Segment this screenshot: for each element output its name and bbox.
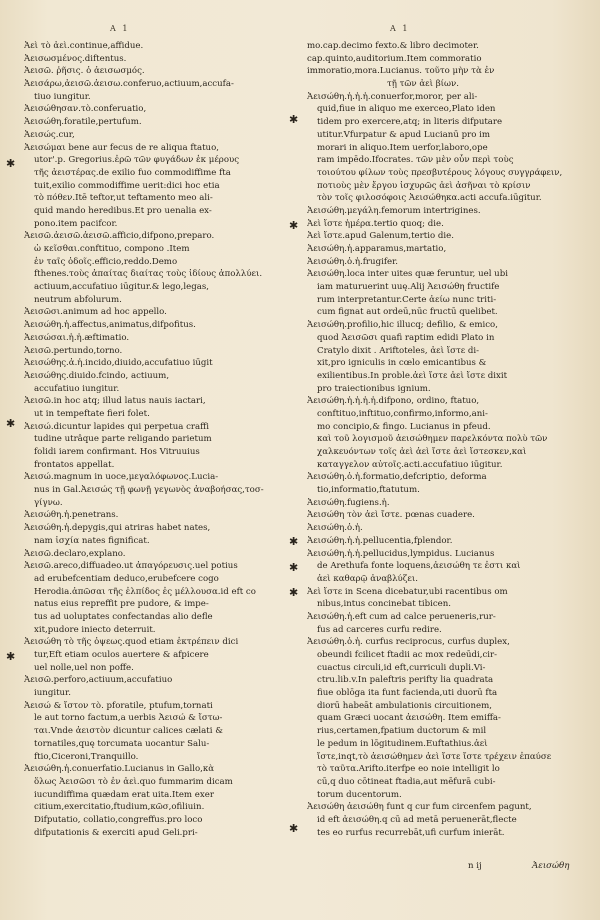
text-line: pono.item pacifcor. (34, 218, 118, 229)
text-line: rius,certamen,fpatium ductorum & mil (317, 726, 487, 737)
text-line: de Arethufa fonte loquens,ἀεισώθη τε ἐστι καὶ (317, 561, 521, 572)
text-line: Ἀεισώθη.ὁ.ἡ. curfus reciprocus, curfus duplex, (307, 637, 510, 648)
text-line: Ἀεισώθησαν.τὸ.conferuatio, (24, 104, 147, 115)
text-line: le pedum in lōgitudinem.Euftathius.ἀεὶ (317, 738, 488, 749)
text-line: γίγνω. (34, 497, 63, 508)
text-line: τὸ ταῦτα.Arifto.iterfpe eo noie intelligit lo (317, 764, 500, 775)
text-line: tio,informatio,ftatutum. (317, 485, 420, 496)
text-line: Ἀεισώμαι bene aur fecus de re aliqua ftatuo, (24, 142, 219, 153)
text-line: τοιούτου φίλων τοὺς πρεσβυτέρους λόγους συγγράφειν, (317, 167, 563, 178)
text-line: ad erubefcentiam deduco,erubefcere cogo (34, 573, 219, 584)
text-line: Difputatio, collatio,congreffus.pro loco (34, 814, 203, 825)
text-line: Ἀεισώθη τὸ τῆς ὀψεως.quod etiam ἐκτρέπειν dici (24, 637, 239, 648)
text-line: ut in tempeftate fieri folet. (34, 408, 150, 419)
text-line: conftituo,inftituo,confirmo,informo,ani- (317, 408, 488, 419)
margin-asterisk: ✱ (289, 822, 299, 835)
text-line: tuit,exilio commodiffime uerit:dici hoc etia (34, 180, 220, 191)
text-line: Herodia.ἀπῶσαι τῆς ἐλπίδος ἐς μέλλουσα.id eft co (34, 586, 256, 597)
text-line: diorū habeāt ambulationis circuitionem, (317, 700, 492, 711)
text-line: ftio,Ciceroni,Tranquillo. (34, 751, 139, 762)
text-line: quid,fiue in aliquo me exerceo,Plato iden (317, 104, 496, 115)
text-line: cum fignat aut ordeū,nūc fructū quelibet. (317, 307, 498, 318)
text-line: Ἀεισώθη.ἡ.penetrans. (24, 510, 119, 521)
text-line: τῇ τῶν ἀεὶ βίων. (387, 79, 460, 90)
text-line: Ἀεισώθη.ἡ.ἡ.ἡ.ἡ.difpono, ordino, ftatuo, (307, 396, 480, 407)
text-line: tidem pro exercere,atq; in literis difputare (317, 117, 503, 128)
text-line: tus ad uoluptates confectandas alio defle (34, 611, 213, 622)
text-line: mo.cap.decimo fexto.& libro decimoter. (307, 41, 479, 51)
text-line: Ἀεισῶ.areco,diffuadeo.ut ἀπαγόρευσις.uel potius (24, 561, 238, 572)
text-line: Ἀεισώθη.ἡ.eft cum ad calce perueneris,rur- (307, 611, 496, 622)
text-line: le aut torno factum,a uerbis Ἀεισώ & ἴστω- (34, 713, 223, 724)
margin-asterisk: ✱ (6, 417, 16, 430)
text-line: Ἀεισώθη.ὁ.ἡ.formatio,defcriptio, deforma (307, 472, 487, 483)
text-line: fus ad carceres curfu redire. (317, 624, 442, 635)
footer-signature: n ij (468, 861, 482, 871)
text-line: Ἀεὶ ἴστε.apud Galenum,tertio die. (307, 231, 454, 242)
text-line: obeundi fcilicet ftadii ac mox redeūdi,cir- (317, 650, 498, 660)
text-line: nus in Gal.Ἀεισώς τῇ φωνῇ γεγωνὸς ἀναβοήσας,τοσ- (34, 485, 264, 496)
text-line: ὡ κεῖσθαι.conftituo, compono .Item (34, 244, 190, 254)
margin-asterisk: ✱ (289, 586, 299, 599)
text-line: ται.Vnde ἀειστὸν dicuntur calices cælati & (34, 726, 223, 737)
text-line: τῆς ἀειστέρας.de exilio fuo commodiffime fta (34, 167, 231, 178)
text-line: fthenes.τοὺς ἀπαίτας διαίτας τοὺς ἰδίους ἀπολλύει. (34, 269, 263, 280)
margin-asterisk: ✱ (6, 157, 16, 170)
catchword: Ἀεισώθη (532, 861, 570, 871)
text-line: Ἀεισώθη.ἡ.depygis,qui atriras habet nates, (24, 523, 211, 534)
text-line: Ἀεισώσαι.ἡ.ἡ.æftimatio. (24, 332, 130, 343)
text-line: fiue oblōga ita funt facienda,uti duorū fta (317, 688, 498, 699)
text-line: torum ducentorum. (317, 789, 402, 800)
text-line: Ἀεισωσμένος.diftentus. (24, 53, 127, 64)
text-line: Ἀεισώθη.ἡ.ἡ.pellucentia,fplendor. (307, 535, 453, 546)
text-line: Ἀεισάρω,ἀεισῶ.ἁεισω.conferuo,actiuum,accufa- (24, 79, 234, 90)
text-line: cap.quinto,auditorium.Item commoratio (307, 53, 482, 64)
text-line: Ἀεισώθη.fugiens.ἡ. (307, 497, 390, 508)
text-line: Ἀεισώ.magnum in uoce,μεγαλόφωνος.Lucia- (24, 472, 219, 483)
signature-mark-right: A 1 (390, 24, 410, 33)
text-line: Ἀεισώθη.ὁ.ἡ.frugifer. (307, 256, 398, 267)
text-line: ἀεὶ καθαρῷ ἀναβλύζει. (317, 573, 418, 584)
text-line: quod Ἀεισῶσι quafi raptim edidi Plato in (317, 332, 495, 343)
text-line: καὶ τοῦ λογισμοῦ ἀεισώθημεν παρελκόντα πολὺ τῶν (317, 434, 548, 445)
text-line: iam maturuerint uuę.Alij Ἀεισώθη fructife (317, 282, 500, 293)
text-line: Ἀεὶ τὸ ἀεὶ.continue,affidue. (24, 41, 144, 51)
text-line: Ἀεισώθη.foratile,pertufum. (24, 117, 142, 128)
text-line: ctru.lib.v.In paleftris perifty lia quadrata (317, 675, 494, 686)
text-line: natus eius repreffit pre pudore, & impe- (34, 599, 209, 610)
text-line: τὸ πόθεν.Itē teftor,ut teftamento meo ali- (34, 193, 213, 204)
text-line: cū,q duo cōtineat ftadia,aut mēfurā cubi- (317, 776, 496, 787)
text-line: uel nolle,uel non poffe. (34, 662, 134, 673)
text-line: Ἀεισῶ.in hoc atq; illud latus nauis iactari, (24, 396, 206, 407)
text-line: iucundiffima quædam erat uita.Item exer (34, 789, 214, 800)
text-line: xit,pro igniculis in cœlo emicantibus & (317, 358, 487, 369)
text-line: xit,pudore iniecto deterruit. (34, 624, 156, 635)
text-line: ἴστε,inqt,τὸ ἀεισώθημεν ἀεὶ ἴστε ἴστε τρέχειν ἐπαύσε (317, 751, 552, 762)
text-line: actiuum,accufatiuo iūgitur.& lego,legas, (34, 282, 209, 293)
text-line: ποτιοὺς μὲν ἔργου ἰσχυρῶς ἀεὶ ἀσῆναι τὸ κρίσιν (317, 180, 531, 191)
text-line: τὸν τοῖς φιλοσόφοις Ἀεισώθηκα.acti accufa.iūgitur. (317, 193, 542, 204)
text-line: Ἀεισώθη τὸν ἀεὶ ἴστε. pœnas cuadere. (307, 510, 475, 521)
text-line: Ἀεισώθη.ἡ.ἡ.ἡ.conuerfor,moror, per ali- (307, 91, 478, 102)
text-line: citium,exercitatio,ftudium,κῶσ,ofiliuin. (34, 802, 205, 813)
signature-mark-left: A 1 (110, 24, 130, 33)
text-line: tes eo rurfus recurrebāt,ufi curfum inierāt. (317, 827, 505, 838)
margin-asterisk: ✱ (289, 219, 299, 232)
text-line: iungitur. (34, 688, 71, 699)
text-line: folidi iarem confirmant. Hos Vitruuius (34, 447, 200, 457)
margin-asterisk: ✱ (6, 650, 16, 663)
text-line: Ἀεισῶ.pertundo,torno. (24, 345, 123, 356)
text-line: id eft ἀεισώθη.q cū ad metā peruenerāt,flecte (317, 814, 517, 825)
text-line: Cratylo dixit . Ariftoteles, ἀεὶ ἴστε di- (317, 345, 480, 356)
text-line: exilientibus.In proble.ἀεὶ ἴστε ἀεὶ ἴστε dixit (317, 370, 508, 381)
text-line: Ἀεισώ.dicuntur lapides qui perpetua craffi (24, 421, 209, 432)
text-line: frontatos appellat. (34, 459, 115, 470)
text-line: tiuo iungitur. (34, 91, 91, 102)
text-line: mo concipio,& fingo. Lucianus in pfeud. (317, 421, 491, 432)
text-line: Ἀεισώθη ἀεισώθη funt q cur fum circenfem pagunt, (307, 802, 532, 813)
text-line: cuactus circuli,id eft,curriculi dupli.Vi- (317, 662, 486, 673)
text-line: accufatiuo iungitur. (34, 383, 120, 394)
text-line: ram impēdo.Ifocrates. τῶν μὲν οὖν περὶ τοὺς (317, 155, 514, 166)
text-line: Ἀεισώθη.ὁ.ἡ. (307, 523, 363, 534)
text-line: Ἀεισώθη.ἡ.affectus,animatus,difpofitus. (24, 320, 196, 331)
text-line: neutrum abfolurum. (34, 294, 122, 305)
text-line: Ἀεισῶ. ῥῆσις. ὁ ἀεισωσμός. (24, 66, 145, 77)
right-column (307, 40, 577, 839)
text-line: Ἀεισῶ.perforo,actiuum,accufatiuo (24, 675, 173, 686)
text-line: morari in aliquo.Item uerfor,laboro,ope (317, 142, 488, 153)
text-line: utitur.Vfurpatur & apud Lucianū pro im (317, 129, 491, 140)
text-line: quam Græci uocant ἀεισώθη. Item emiffa- (317, 713, 501, 724)
text-line: difputationis & exerciti apud Geli.pri- (34, 827, 198, 838)
text-line: ὅλως Ἀεισῶσι τὸ ἐν ἀεὶ.quo fummarim dicam (34, 776, 233, 787)
text-line: Ἀεὶ ἴστε ἡμέρα.tertio quoq; die. (307, 218, 444, 229)
text-line: Ἀεισῶ.ἀεισῶ.ἁεισῶ.afficio,difpono,preparo. (24, 231, 215, 242)
text-line: Ἀεισώθη.loca inter uites quæ feruntur, uel ubi (307, 269, 508, 280)
text-line: Ἀεισώθη.ἡ.ἡ.pellucidus,lympidus. Lucianus (307, 548, 495, 559)
text-line: rum interpretantur.Certe ἀείω nunc triti- (317, 294, 497, 305)
text-line: tudine utrâque parte religando parietum (34, 434, 212, 445)
text-line: Ἀεισώθης.ἁ.ἡ.incido,diuido,accufatiuo iūgit (24, 358, 213, 369)
text-line: Ἀεὶ ἴστε in Scena dicebatur,ubi racentibus om (307, 586, 508, 597)
text-line: nam ἰσχία nates fignificat. (34, 535, 150, 546)
text-line: Ἀεισώθης.diuido.fcindo, actiuum, (24, 370, 170, 381)
text-line: tur,Eft etiam oculos auertere & afpicere (34, 650, 209, 660)
text-line: Ἀεισώθη.ἡ.conuerfatio.Lucianus in Gallo,κὰ (24, 764, 215, 775)
text-line: Ἀεισώ & ἴστον τὸ. pforatile, ptufum,tornati (24, 700, 213, 711)
text-line: καταγγελον αὐτοῖς.acti.accufatiuo iūgitur. (317, 459, 503, 470)
text-line: Ἀεισώθη.μεγάλη.femorum intertrigines. (307, 205, 481, 216)
text-line: immoratio,mora.Lucianus. τοῦτο μὴν τὰ ἐν (307, 66, 495, 77)
text-line: Ἀεισώθη.ἡ.apparamus,martatio, (307, 244, 447, 254)
text-line: Ἀεισῶσι.animum ad hoc appello. (24, 307, 167, 318)
margin-asterisk: ✱ (289, 535, 299, 548)
margin-asterisk: ✱ (289, 561, 299, 574)
text-line: quid mando heredibus.Et pro uenalia ex- (34, 205, 212, 216)
margin-asterisk: ✱ (289, 113, 299, 126)
text-line: pro traiectionibus ignium. (317, 383, 431, 394)
text-line: Ἀεισώθη.profilio,hic illucq; defilio, & emico, (307, 320, 498, 331)
left-column (24, 40, 274, 839)
text-line: Ἀεισώς.cur, (24, 129, 75, 140)
text-line: χαλκευόντων τοῖς ἀεὶ ἀεὶ ἴστε ἀεὶ ἴστεσκεν,καὶ (317, 447, 527, 457)
text-line: utor'.p. Gregorius.ἐρῶ τῶν φυγάδων ἐκ μέρους (34, 155, 240, 166)
text-line: ἐν ταῖς ὁδοῖς.efficio,reddo.Demo (34, 256, 178, 267)
text-line: Ἀεισῶ.declaro,explano. (24, 548, 126, 559)
text-line: tornatiles,quę torcumata uocantur Salu- (34, 738, 210, 749)
text-line: nibus,intus concinebat tibicen. (317, 599, 452, 610)
